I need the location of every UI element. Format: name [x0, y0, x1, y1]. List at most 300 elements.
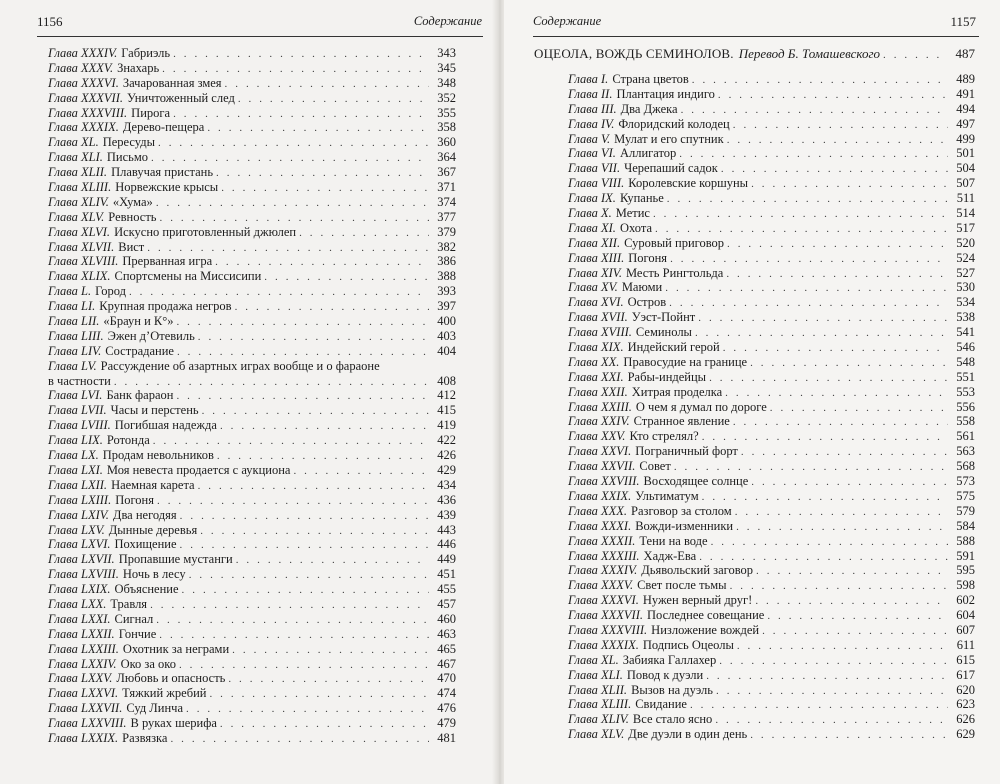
toc-entry: [568, 578, 975, 593]
leader-dots: [235, 300, 429, 315]
chapter-label: Глава LXV.: [48, 522, 105, 537]
chapter-page: 388: [437, 269, 456, 284]
chapter-label: Глава XXXVII.: [48, 90, 124, 105]
leader-dots: [715, 713, 948, 728]
chapter-label: Глава XXXIII.: [568, 548, 640, 563]
chapter-page: 520: [956, 235, 975, 250]
chapter-page: 514: [956, 206, 975, 221]
chapter-title: Вызов на дуэль: [631, 682, 713, 697]
chapter-label: Глава LXXI.: [48, 611, 111, 626]
chapter-label: Глава LXXVI.: [48, 686, 119, 701]
chapter-title: Знахарь: [117, 60, 160, 75]
toc-entry: [568, 712, 975, 727]
leader-dots: [232, 643, 429, 658]
chapter-page: 371: [437, 180, 456, 195]
toc-entry: [568, 623, 975, 638]
chapter-page: 575: [956, 488, 975, 503]
chapter-title: Спортсмены на Миссисипи: [114, 269, 262, 284]
chapter-page: 598: [956, 578, 975, 593]
toc-entry: [48, 493, 456, 508]
chapter-page: 352: [437, 90, 456, 105]
chapter-page: 393: [437, 284, 456, 299]
toc-entry: [48, 180, 456, 195]
chapter-page: 623: [956, 697, 975, 712]
chapter-title: Два Джека: [620, 101, 678, 116]
chapter-title: Королевские коршуны: [628, 176, 749, 191]
chapter-page: 546: [956, 340, 975, 355]
toc-entry: [568, 638, 975, 653]
chapter-title: Уничтоженный след: [127, 90, 235, 105]
chapter-page: 379: [437, 224, 456, 239]
leader-dots: [751, 177, 948, 192]
chapter-page: 436: [437, 492, 456, 507]
toc-entry: [568, 385, 975, 400]
chapter-page: 467: [437, 656, 456, 671]
chapter-title: Сигнал: [114, 611, 154, 626]
leader-dots: [669, 296, 948, 311]
chapter-title: Страна цветов: [612, 72, 689, 86]
chapter-title: Наемная карета: [111, 477, 195, 492]
toc-entry: [48, 120, 456, 135]
chapter-label: Глава LVII.: [48, 403, 107, 418]
leader-dots: [179, 658, 429, 673]
chapter-title: Травля: [110, 596, 148, 611]
chapter-label: Глава XXV.: [568, 429, 626, 444]
leader-dots: [215, 255, 429, 270]
leader-dots: [730, 579, 948, 594]
chapter-page: 449: [437, 552, 456, 567]
leader-dots: [721, 162, 948, 177]
chapter-label: Глава LXXIII.: [48, 641, 119, 656]
chapter-label: Глава LIV.: [48, 343, 102, 358]
leader-dots: [151, 151, 429, 166]
toc-entry: [568, 549, 975, 564]
chapter-label: Глава XXII.: [568, 384, 628, 399]
toc-entry: [48, 433, 456, 448]
chapter-title: Пирога: [131, 105, 171, 120]
leader-dots: [741, 445, 948, 460]
chapter-label: Глава XII.: [568, 235, 621, 250]
toc-entry: [48, 552, 456, 567]
leader-dots: [716, 684, 948, 699]
chapter-title: «Браун и К°»: [103, 314, 174, 329]
toc-entry: [568, 444, 975, 459]
chapter-page: 481: [437, 730, 456, 745]
chapter-title: Часы и перстень: [110, 403, 199, 418]
leader-dots: [736, 520, 948, 535]
chapter-title: Хадж-Ева: [643, 548, 697, 563]
leader-dots: [655, 222, 948, 237]
chapter-title: Свидание: [635, 697, 687, 712]
chapter-label: Глава XLIV.: [48, 194, 109, 209]
chapter-title: Гончие: [118, 626, 157, 641]
chapter-page: 573: [956, 474, 975, 489]
chapter-page: 343: [437, 46, 456, 60]
toc-entry: [568, 295, 975, 310]
leader-dots: [198, 479, 429, 494]
leader-dots: [176, 389, 429, 404]
chapter-label: Глава XXIX.: [568, 488, 632, 503]
chapter-label: Глава IX.: [568, 191, 616, 206]
chapter-page: 548: [956, 354, 975, 369]
chapter-label: Глава XLIV.: [568, 712, 629, 727]
chapter-title: Город: [95, 284, 126, 299]
leader-dots: [189, 568, 429, 583]
chapter-label: Глава XL.: [568, 652, 619, 667]
leader-dots: [238, 92, 429, 107]
chapter-label: Глава LXX.: [48, 596, 107, 611]
toc-entry: [568, 146, 975, 161]
leader-dots: [299, 226, 429, 241]
chapter-page: 617: [956, 667, 975, 682]
chapter-page: 602: [956, 593, 975, 608]
leader-dots: [702, 490, 948, 505]
left-toc-list: [48, 46, 456, 746]
toc-entry: [48, 210, 456, 225]
toc-entry: [48, 537, 456, 552]
chapter-title: Погибшая надежда: [114, 418, 217, 433]
chapter-title: Тени на воде: [639, 533, 708, 548]
chapter-page: 595: [956, 563, 975, 578]
leader-dots: [170, 732, 429, 747]
chapter-label: Глава XX.: [568, 354, 620, 369]
toc-entry: [568, 310, 975, 325]
leader-dots: [727, 237, 948, 252]
leader-dots: [698, 311, 948, 326]
leader-dots: [173, 47, 429, 62]
toc-entry: [48, 716, 456, 731]
leader-dots: [293, 464, 429, 479]
chapter-title: Пограничный форт: [635, 444, 738, 459]
toc-entry: [568, 72, 975, 87]
leader-dots: [160, 211, 430, 226]
toc-entry: [48, 508, 456, 523]
chapter-label: Глава L.: [48, 284, 92, 299]
toc-entry: [568, 683, 975, 698]
toc-entry: [48, 76, 456, 91]
chapter-page: 629: [956, 727, 975, 742]
chapter-title-continued: в частности: [48, 373, 111, 388]
chapter-title: «Хума»: [112, 194, 153, 209]
leader-dots: [200, 524, 429, 539]
chapter-title: Маюми: [621, 280, 663, 295]
chapter-page: 443: [437, 522, 456, 537]
chapter-label: Глава XXXV.: [568, 578, 634, 593]
toc-entry: [568, 161, 975, 176]
chapter-page: 551: [956, 369, 975, 384]
toc-entry: [48, 627, 456, 642]
toc-entry: [48, 523, 456, 538]
chapter-title: Продам невольников: [102, 448, 214, 463]
toc-entry: [568, 236, 975, 251]
leader-dots: [667, 192, 948, 207]
chapter-page: 604: [956, 608, 975, 623]
right-page-number: 1157: [950, 14, 976, 29]
chapter-label: Глава XI.: [568, 220, 616, 235]
leader-dots: [216, 166, 429, 181]
leader-dots: [719, 654, 948, 669]
chapter-title: Пересуды: [102, 135, 156, 150]
chapter-label: Глава LXI.: [48, 462, 103, 477]
leader-dots: [735, 505, 948, 520]
chapter-page: 397: [437, 299, 456, 314]
leader-dots: [750, 356, 948, 371]
chapter-page: 403: [437, 328, 456, 343]
chapter-label: Глава X.: [568, 206, 612, 221]
toc-entry: [568, 117, 975, 132]
chapter-label: Глава LXIV.: [48, 507, 109, 522]
toc-entry: [48, 165, 456, 180]
chapter-title: Любовь и опасность: [116, 671, 226, 686]
toc-entry: [568, 221, 975, 236]
chapter-title: Кто стрелял?: [629, 429, 699, 444]
toc-entry: [568, 504, 975, 519]
toc-entry: [48, 671, 456, 686]
chapter-title: Суровый приговор: [624, 235, 725, 250]
leader-dots: [737, 639, 948, 654]
chapter-title: Развязка: [122, 730, 168, 745]
chapter-page: 404: [437, 343, 456, 358]
leader-dots: [207, 121, 429, 136]
leader-dots: [157, 494, 429, 509]
leader-dots: [182, 583, 429, 598]
leader-dots: [158, 136, 429, 151]
toc-entry: [568, 87, 975, 102]
chapter-page: 386: [437, 254, 456, 269]
chapter-label: Глава XXXIV.: [568, 563, 638, 578]
chapter-page: 382: [437, 239, 456, 254]
chapter-title: Дьявольский заговор: [641, 563, 754, 578]
chapter-page: 377: [437, 209, 456, 224]
leader-dots: [180, 509, 429, 524]
chapter-title: Норвежские крысы: [115, 180, 219, 195]
right-header-rule: [533, 36, 979, 37]
toc-entry: [568, 325, 975, 340]
chapter-page: 517: [956, 220, 975, 235]
chapter-title: Черепаший садок: [624, 161, 718, 176]
chapter-title: Мулат и его спутник: [614, 131, 724, 146]
chapter-label: Глава XXI.: [568, 369, 624, 384]
section-translator: Перевод Б. Томашевского: [738, 46, 881, 61]
toc-entry: [48, 731, 456, 746]
leader-dots: [147, 241, 429, 256]
chapter-page: 626: [956, 712, 975, 727]
leader-dots: [129, 285, 429, 300]
chapter-title: Аллигатор: [619, 146, 677, 161]
chapter-page: 524: [956, 250, 975, 265]
chapter-page: 434: [437, 477, 456, 492]
chapter-page: 479: [437, 716, 456, 731]
toc-entry: [568, 653, 975, 668]
toc-entry: [48, 329, 456, 344]
chapter-title: Пропавшие мустанги: [118, 552, 233, 567]
chapter-page: 460: [437, 611, 456, 626]
chapter-title: Рабы-индейцы: [627, 369, 707, 384]
chapter-label: Глава XLII.: [48, 165, 108, 180]
chapter-title: Подпись Оцеолы: [642, 637, 734, 652]
toc-entry: [48, 195, 456, 210]
chapter-label: Глава VI.: [568, 146, 616, 161]
chapter-page: 511: [956, 191, 975, 206]
chapter-label: Глава XXX.: [568, 503, 628, 518]
leader-dots: [709, 371, 948, 386]
chapter-page: 499: [956, 131, 975, 146]
chapter-label: Глава LV.: [48, 358, 97, 373]
chapter-title: Моя невеста продается с аукциона: [106, 462, 291, 477]
leader-dots: [150, 598, 429, 613]
leader-dots: [198, 330, 429, 345]
chapter-label: Глава XLIII.: [568, 697, 632, 712]
leader-dots: [220, 717, 429, 732]
chapter-title: Зачарованная змея: [122, 75, 222, 90]
toc-entry: [48, 567, 456, 582]
left-page: [0, 0, 496, 784]
leader-dots: [692, 73, 948, 88]
chapter-page: 451: [437, 567, 456, 582]
chapter-page: 607: [956, 622, 975, 637]
chapter-page: 507: [956, 176, 975, 191]
chapter-page: 588: [956, 533, 975, 548]
left-header-rule: [37, 36, 483, 37]
leader-dots: [767, 609, 948, 624]
chapter-label: Глава LXXVII.: [48, 701, 123, 716]
toc-entry: [48, 701, 456, 716]
chapter-page: 429: [437, 462, 456, 477]
chapter-label: Глава IV.: [568, 116, 615, 131]
chapter-label: Глава XL.: [48, 135, 99, 150]
toc-entry: [48, 642, 456, 657]
toc-entry: [568, 251, 975, 266]
chapter-page: 591: [956, 548, 975, 563]
toc-entry: [568, 474, 975, 489]
leader-dots: [153, 434, 429, 449]
toc-entry: [48, 403, 456, 418]
chapter-title: В руках шерифа: [130, 716, 217, 731]
chapter-title: Искусно приготовленный джюлеп: [114, 224, 297, 239]
chapter-page: 579: [956, 503, 975, 518]
chapter-label: Глава XXVIII.: [568, 474, 640, 489]
chapter-label: Глава XLVII.: [48, 239, 115, 254]
chapter-page: 584: [956, 518, 975, 533]
chapter-title: Флоридский колодец: [618, 116, 730, 131]
toc-entry: [48, 686, 456, 701]
leader-dots: [762, 624, 948, 639]
leader-dots: [702, 430, 948, 445]
toc-entry: [568, 414, 975, 429]
chapter-title: О чем я думал по дороге: [635, 399, 767, 414]
leader-dots: [695, 326, 948, 341]
toc-entry: [48, 269, 456, 284]
chapter-title: Объяснение: [114, 582, 179, 597]
chapter-page: 360: [437, 135, 456, 150]
chapter-title: Сострадание: [105, 343, 174, 358]
right-toc-list: [568, 72, 975, 742]
leader-dots: [156, 196, 429, 211]
chapter-title: Разговор за столом: [631, 503, 732, 518]
chapter-label: Глава LI.: [48, 299, 96, 314]
chapter-label: Глава LXII.: [48, 477, 108, 492]
toc-entry: [48, 344, 456, 359]
chapter-title: Суд Линча: [126, 701, 183, 716]
toc-entry: [568, 727, 975, 742]
chapter-title: Плавучая пристань: [111, 165, 214, 180]
chapter-title: Два негодяя: [112, 507, 177, 522]
chapter-title: Охота: [619, 220, 652, 235]
chapter-page: 439: [437, 507, 456, 522]
chapter-label: Глава LXXII.: [48, 626, 115, 641]
chapter-label: Глава XXXIX.: [568, 637, 639, 652]
chapter-page: 463: [437, 626, 456, 641]
chapter-title: Плантация индиго: [616, 86, 715, 101]
toc-entry: [48, 299, 456, 314]
toc-entry: [568, 429, 975, 444]
leader-dots: [711, 535, 948, 550]
leader-dots: [236, 553, 429, 568]
chapter-title: Рассуждение об азартных играх вообще и о фараоне: [100, 358, 380, 373]
leader-dots: [220, 419, 429, 434]
chapter-title: Похищение: [114, 537, 177, 552]
leader-dots: [156, 613, 429, 628]
toc-entry: [48, 150, 456, 165]
toc-entry: [48, 284, 456, 299]
chapter-label: Глава XLII.: [568, 682, 628, 697]
toc-entry: [568, 697, 975, 712]
toc-entry: [48, 240, 456, 255]
chapter-label: Глава LXVI.: [48, 537, 111, 552]
chapter-title: Забияка Галлахер: [622, 652, 717, 667]
chapter-title: Погоня: [628, 250, 668, 265]
chapter-label: Глава LX.: [48, 448, 99, 463]
chapter-page: 615: [956, 652, 975, 667]
right-running-head: Содержание: [533, 14, 602, 28]
chapter-page: 558: [956, 414, 975, 429]
chapter-label: Глава LIII.: [48, 328, 104, 343]
chapter-page: 465: [437, 641, 456, 656]
chapter-page: 568: [956, 459, 975, 474]
toc-entry: [48, 46, 456, 61]
chapter-label: Глава LVIII.: [48, 418, 111, 433]
toc-entry: [48, 478, 456, 493]
leader-dots: [750, 728, 948, 743]
chapter-title: Восходящее солнце: [643, 474, 749, 489]
toc-entry: [48, 314, 456, 329]
section-title: ОЦЕОЛА, ВОЖДЬ СЕМИНОЛОВ.: [534, 46, 734, 61]
chapter-title: Крупная продажа негров: [99, 299, 232, 314]
chapter-label: Глава XXXII.: [568, 533, 636, 548]
chapter-page: 422: [437, 433, 456, 448]
chapter-title: Все стало ясно: [632, 712, 713, 727]
left-running-head: Содержание: [413, 14, 482, 28]
chapter-label: Глава XXXVIII.: [48, 105, 128, 120]
leader-dots: [670, 252, 948, 267]
chapter-label: Глава XLVIII.: [48, 254, 119, 269]
chapter-label: Глава LXIII.: [48, 492, 112, 507]
chapter-title: Месть Рингтольда: [625, 265, 724, 280]
chapter-label: Глава LXXVIII.: [48, 716, 127, 731]
chapter-page: 455: [437, 582, 456, 597]
chapter-title: Индейский герой: [627, 340, 720, 355]
chapter-title: Око за око: [120, 656, 176, 671]
chapter-title: Вист: [118, 239, 145, 254]
chapter-label: Глава LXVIII.: [48, 567, 119, 582]
leader-dots: [756, 564, 948, 579]
toc-entry: [568, 668, 975, 683]
chapter-label: Глава LXXV.: [48, 671, 113, 686]
chapter-title: Дынные деревья: [108, 522, 198, 537]
chapter-page: 355: [437, 105, 456, 120]
chapter-page: 412: [437, 388, 456, 403]
chapter-title: Эжен д’Отевиль: [107, 328, 195, 343]
